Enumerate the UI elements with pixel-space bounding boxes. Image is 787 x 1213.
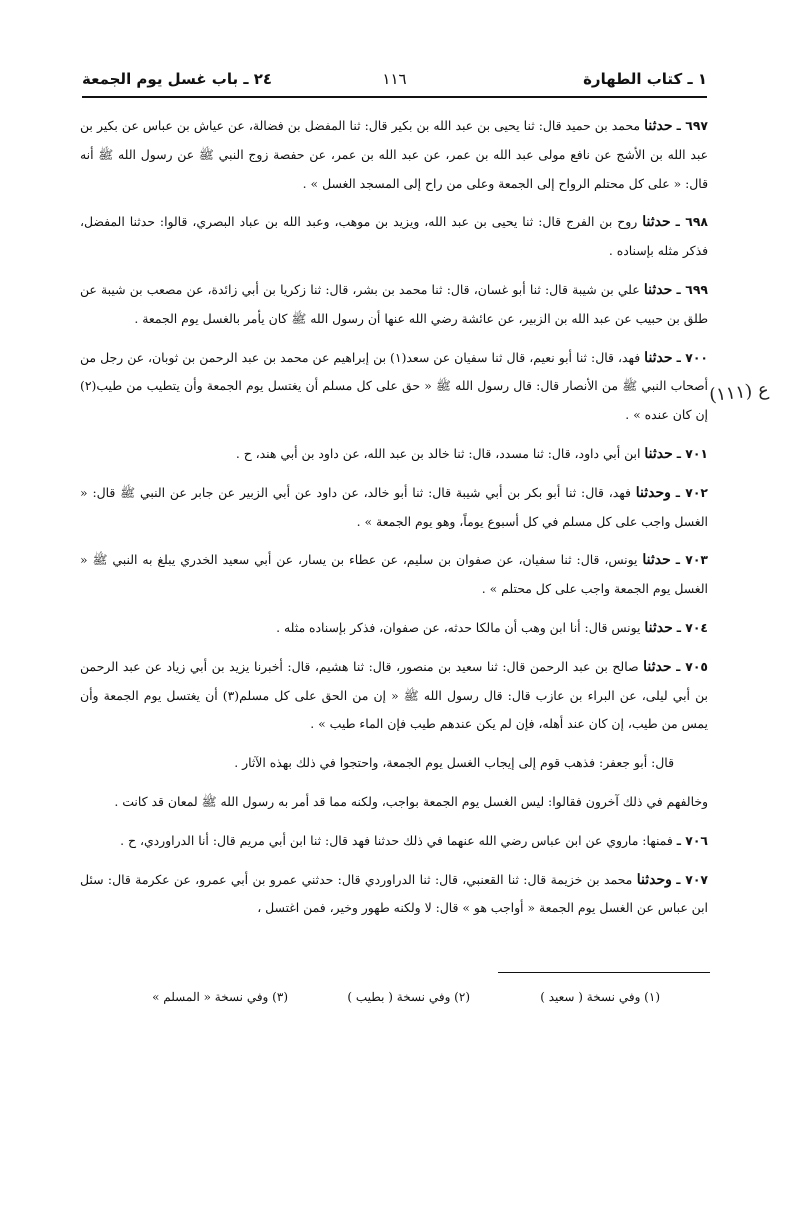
page-number: ١١٦	[382, 70, 407, 88]
footnote-3: (٣) وفي نسخة « المسلم »	[152, 990, 288, 1004]
footnote-divider	[498, 972, 710, 973]
chapter-title: ١ ـ كتاب الطهارة	[583, 70, 707, 88]
hadith-707: ٧٠٧ ـ وحدثنا محمد بن خزيمة قال: ثنا القعنبي، قال: ثنا الدراوردي قال: حدثني عمرو بن أبي عمرو، عن عكرمة قال: سئل ابن عباس عن الغسل يوم الجمعة « أواجب هو » قال: لا ولكنه طهور وخير، فمن اغتسل ،	[80, 871, 708, 916]
hadith-706: ٧٠٦ ـ فمنها: ماروي عن ابن عباس رضي الله عنهما في ذلك حدثنا فهد قال: ثنا ابن أبي مريم قال: أنا الدراوردي، ح .	[120, 832, 708, 848]
footnotes	[150, 990, 660, 1012]
main-text	[80, 112, 708, 933]
commentary-others: وخالفهم في ذلك آخرون فقالوا: ليس الغسل يوم الجمعة بواجب، ولكنه مما قد أمر به رسول الله ﷺ لمعان قد كانت .	[114, 793, 708, 809]
page-header	[82, 62, 707, 98]
commentary-abu-jafar: قال: أبو جعفر: فذهب قوم إلى إيجاب الغسل يوم الجمعة، واحتجوا في ذلك بهذه الآثار .	[234, 755, 674, 771]
hadith-702: ٧٠٢ ـ وحدثنا فهد، قال: ثنا أبو بكر بن أبي شيبة قال: ثنا أبو خالد، عن داود عن أبي الزبير عن جابر عن النبي ﷺ قال: « الغسل واجب على كل مسلم في كل أسبوع يوماً، وهو يوم الجمعة » .	[80, 484, 708, 529]
hadith-704: ٧٠٤ ـ حدثنا يونس قال: أنا ابن وهب أن مالكا حدثه، عن صفوان، فذكر بإسناده مثله .	[276, 619, 708, 636]
hadith-699: ٦٩٩ ـ حدثنا علي بن شيبة قال: ثنا أبو غسان، قال: ثنا محمد بن بشر، قال: ثنا زكريا بن أبي زائدة، عن مصعب بن شيبة عن طلق بن حبيب عن عبد الله بن الزبير، عن عائشة رضي الله عنها أن رسول الله ﷺ كان يأمر بالغسل يوم الجمعة .	[80, 281, 708, 326]
handwritten-margin-note: ع (١١١)	[708, 378, 770, 407]
hadith-701: ٧٠١ ـ حدثنا ابن أبي داود، قال: ثنا مسدد، قال: ثنا خالد بن عبد الله، عن داود بن أبي هند، ح .	[235, 445, 708, 462]
footnote-1: (١) وفي نسخة ( سعيد )	[540, 990, 660, 1004]
hadith-703: ٧٠٣ ـ حدثنا يونس، قال: ثنا سفيان، عن صفوان بن سليم، عن عطاء بن يسار، عن أبي سعيد الخدري يبلغ به النبي ﷺ « الغسل يوم الجمعة واجب على كل محتلم » .	[80, 552, 708, 597]
hadith-700: ٧٠٠ ـ حدثنا فهد، قال: ثنا أبو نعيم، قال ثنا سفيان عن سعد(١) بن إبراهيم عن محمد بن عبد الرحمن بن ثوبان، عن رجل من أصحاب النبي ﷺ من الأنصار قال: قال رسول الله ﷺ « حق على كل مسلم أن يغتسل يوم الجمعة وأن يتطيب من طيب(٢) إن كان عنده » .	[80, 349, 708, 423]
footnote-2: (٢) وفي نسخة ( بطيب )	[347, 990, 470, 1004]
section-title: ٢٤ ـ باب غسل يوم الجمعة	[82, 70, 273, 88]
hadith-705: ٧٠٥ ـ حدثنا صالح بن عبد الرحمن قال: ثنا سعيد بن منصور، قال: ثنا هشيم، قال: أخبرنا يزيد بن أبي زياد عن عبد الرحمن بن أبي ليلى، عن البراء بن عازب قال: قال رسول الله ﷺ « إن من الحق على كل مسلم(٣) أن يغتسل يوم الجمعة وأن يمس من طيب، إن كان عند أهله، فإن لم يكن عندهم طيب فإن الماء طيب » .	[80, 658, 708, 732]
hadith-697: ٦٩٧ ـ حدثنا محمد بن حميد قال: ثنا يحيى بن عبد الله بن بكير قال: ثنا المفضل بن فضالة، عن عياش بن عباس عن بكير بن عبد الله بن الأشج عن نافع مولى عبد الله بن عمر، عن عبد الله بن عمر، عن حفصة زوج النبي ﷺ عن رسول الله ﷺ أنه قال: « على كل محتلم الرواح إلى الجمعة وعلى من راح إلى المسجد الغسل » .	[80, 118, 708, 191]
hadith-698: ٦٩٨ ـ حدثنا روح بن الفرج قال: ثنا يحيى بن عبد الله، ويزيد بن موهب، وعبد الله بن عباد البصري، قالوا: حدثنا المفضل، فذكر مثله بإسناده .	[80, 214, 708, 259]
